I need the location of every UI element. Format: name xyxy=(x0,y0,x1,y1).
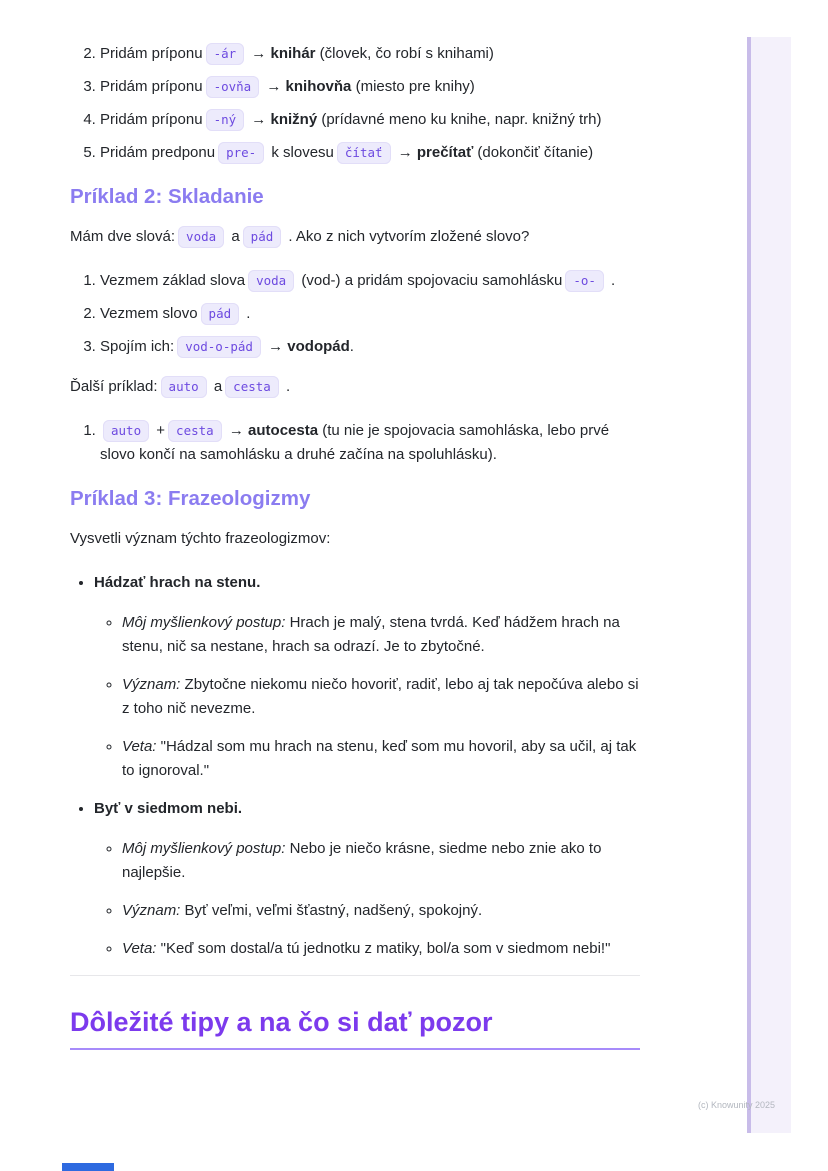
list-item xyxy=(122,899,640,923)
list-item xyxy=(100,108,640,132)
list-item xyxy=(100,42,640,66)
phrase-details-list xyxy=(94,837,640,961)
text-run: Pridám príponu xyxy=(100,45,203,62)
list-item xyxy=(100,419,640,467)
list-item xyxy=(122,937,640,961)
text-run: Pridám príponu xyxy=(100,78,203,95)
list-item xyxy=(122,611,640,659)
detail-label: Môj myšlienkový postup: xyxy=(122,614,286,631)
text-run: → xyxy=(247,111,271,128)
section-heading-example3: Príklad 3: Frazeologizmy xyxy=(70,487,311,510)
detail-text: "Keď som dostal/a tú jednotku z matiky, bol/a som v siedmom nebi!" xyxy=(156,940,611,957)
text-run: Spojím ich: xyxy=(100,338,175,355)
text-run: . Ako z nich vytvorím zložené slovo? xyxy=(284,228,530,245)
code-badge: cesta xyxy=(168,420,222,442)
compounding-list xyxy=(70,269,640,359)
list-item xyxy=(94,797,640,961)
text-run: → xyxy=(262,78,286,95)
phrase-title: Hádzať hrach na stenu. xyxy=(94,574,261,591)
text-run: → xyxy=(263,338,288,355)
section-divider xyxy=(70,975,640,976)
text-run: → xyxy=(393,144,417,161)
phrase-title: Byť v siedmom nebi. xyxy=(94,800,243,817)
text-run: → xyxy=(247,45,271,62)
code-badge: vod-o-pád xyxy=(177,336,261,358)
phrase-details-list xyxy=(94,611,640,783)
text-run: . xyxy=(349,338,354,355)
code-badge: auto xyxy=(103,420,149,442)
list-item xyxy=(100,269,640,293)
detail-text: "Hádzal som mu hrach na stenu, keď som mu hovoril, aby sa učil, aj tak to ignoroval." xyxy=(122,738,637,779)
list-item xyxy=(122,837,640,885)
second-example-list xyxy=(70,419,640,467)
detail-text: Byť veľmi, veľmi šťastný, nadšený, spokojný. xyxy=(180,902,483,919)
right-margin-panel xyxy=(751,37,791,1133)
code-badge: voda xyxy=(178,226,224,248)
copyright-note: (c) Knowunity 2025 xyxy=(697,1100,775,1110)
code-badge: -ár xyxy=(206,43,245,65)
text-run: + xyxy=(152,422,166,439)
text-run: Pridám predponu xyxy=(100,144,216,161)
text-run: (človek, čo robí s knihami) xyxy=(315,45,494,62)
paragraph xyxy=(70,225,640,249)
code-badge: čítať xyxy=(337,142,391,164)
detail-label: Význam: xyxy=(122,676,181,693)
detail-label: Veta: xyxy=(122,738,157,755)
right-margin-stripe xyxy=(747,37,751,1133)
list-item xyxy=(122,735,640,783)
text-run: Mám dve slová: xyxy=(70,228,176,245)
code-badge: -ný xyxy=(206,109,245,131)
detail-text: Hrach je malý, stena tvrdá. Keď hádžem hrach na stenu, nič sa nestane, hrach sa odrazí. Je to zbytočné. xyxy=(122,614,620,655)
text-run: Pridám príponu xyxy=(100,111,203,128)
text-run: . xyxy=(281,378,291,395)
page-section-title: Dôležité tipy a na čo si dať pozor xyxy=(70,1006,640,1050)
list-item xyxy=(94,571,640,783)
text-run: autocesta xyxy=(248,422,319,439)
code-badge: -ovňa xyxy=(206,76,260,98)
list-item xyxy=(122,673,640,721)
text-run: vodopád xyxy=(287,338,350,355)
list-item xyxy=(100,335,640,359)
code-badge: cesta xyxy=(225,376,279,398)
phraseologisms-list xyxy=(70,571,640,961)
text-run: knihár xyxy=(270,45,316,62)
list-item xyxy=(100,75,640,99)
text-run: . xyxy=(242,305,251,322)
detail-label: Veta: xyxy=(122,940,157,957)
text-run: knižný xyxy=(270,111,318,128)
section-heading-example2: Príklad 2: Skladanie xyxy=(70,185,264,208)
list-item xyxy=(100,302,640,326)
text-run: . xyxy=(606,272,616,289)
text-run: Ďalší príklad: xyxy=(70,378,158,395)
text-run: (vod-) a pridám spojovaciu samohlásku xyxy=(297,272,563,289)
text-run: (prídavné meno ku knihe, napr. knižný trh) xyxy=(317,111,602,128)
text-run: prečítať xyxy=(416,144,474,161)
code-badge: pre- xyxy=(218,142,264,164)
text-run: knihovňa xyxy=(285,78,352,95)
text-run: (tu nie je spojovacia samohláska, lebo prvé slovo končí na samohlásku a druhé začína na spoluhlásku). xyxy=(100,422,610,463)
text-run: (miesto pre knihy) xyxy=(351,78,475,95)
document-body xyxy=(70,42,640,1050)
code-badge: pád xyxy=(243,226,282,248)
derivation-list xyxy=(70,42,640,165)
bottom-blue-bar xyxy=(62,1163,114,1171)
code-badge: voda xyxy=(248,270,294,292)
text-run: Vezmem slovo xyxy=(100,305,198,322)
detail-label: Význam: xyxy=(122,902,181,919)
paragraph: Vysvetli význam týchto frazeologizmov: xyxy=(70,530,331,547)
code-badge: pád xyxy=(201,303,240,325)
detail-text: Zbytočne niekomu niečo hovoriť, radiť, lebo aj tak nepočúva alebo si z toho nič nevezme. xyxy=(122,676,639,717)
text-run: (dokončiť čítanie) xyxy=(473,144,594,161)
text-run: a xyxy=(209,378,223,395)
code-badge: auto xyxy=(161,376,207,398)
text-run: Vezmem základ slova xyxy=(100,272,246,289)
text-run: k slovesu xyxy=(267,144,334,161)
text-run: a xyxy=(227,228,240,245)
list-item xyxy=(100,141,640,165)
paragraph xyxy=(70,375,640,399)
detail-text: Nebo je niečo krásne, siedme nebo znie ako to najlepšie. xyxy=(122,840,602,881)
detail-label: Môj myšlienkový postup: xyxy=(122,840,286,857)
code-badge: -o- xyxy=(565,270,604,292)
text-run: → xyxy=(224,422,249,439)
